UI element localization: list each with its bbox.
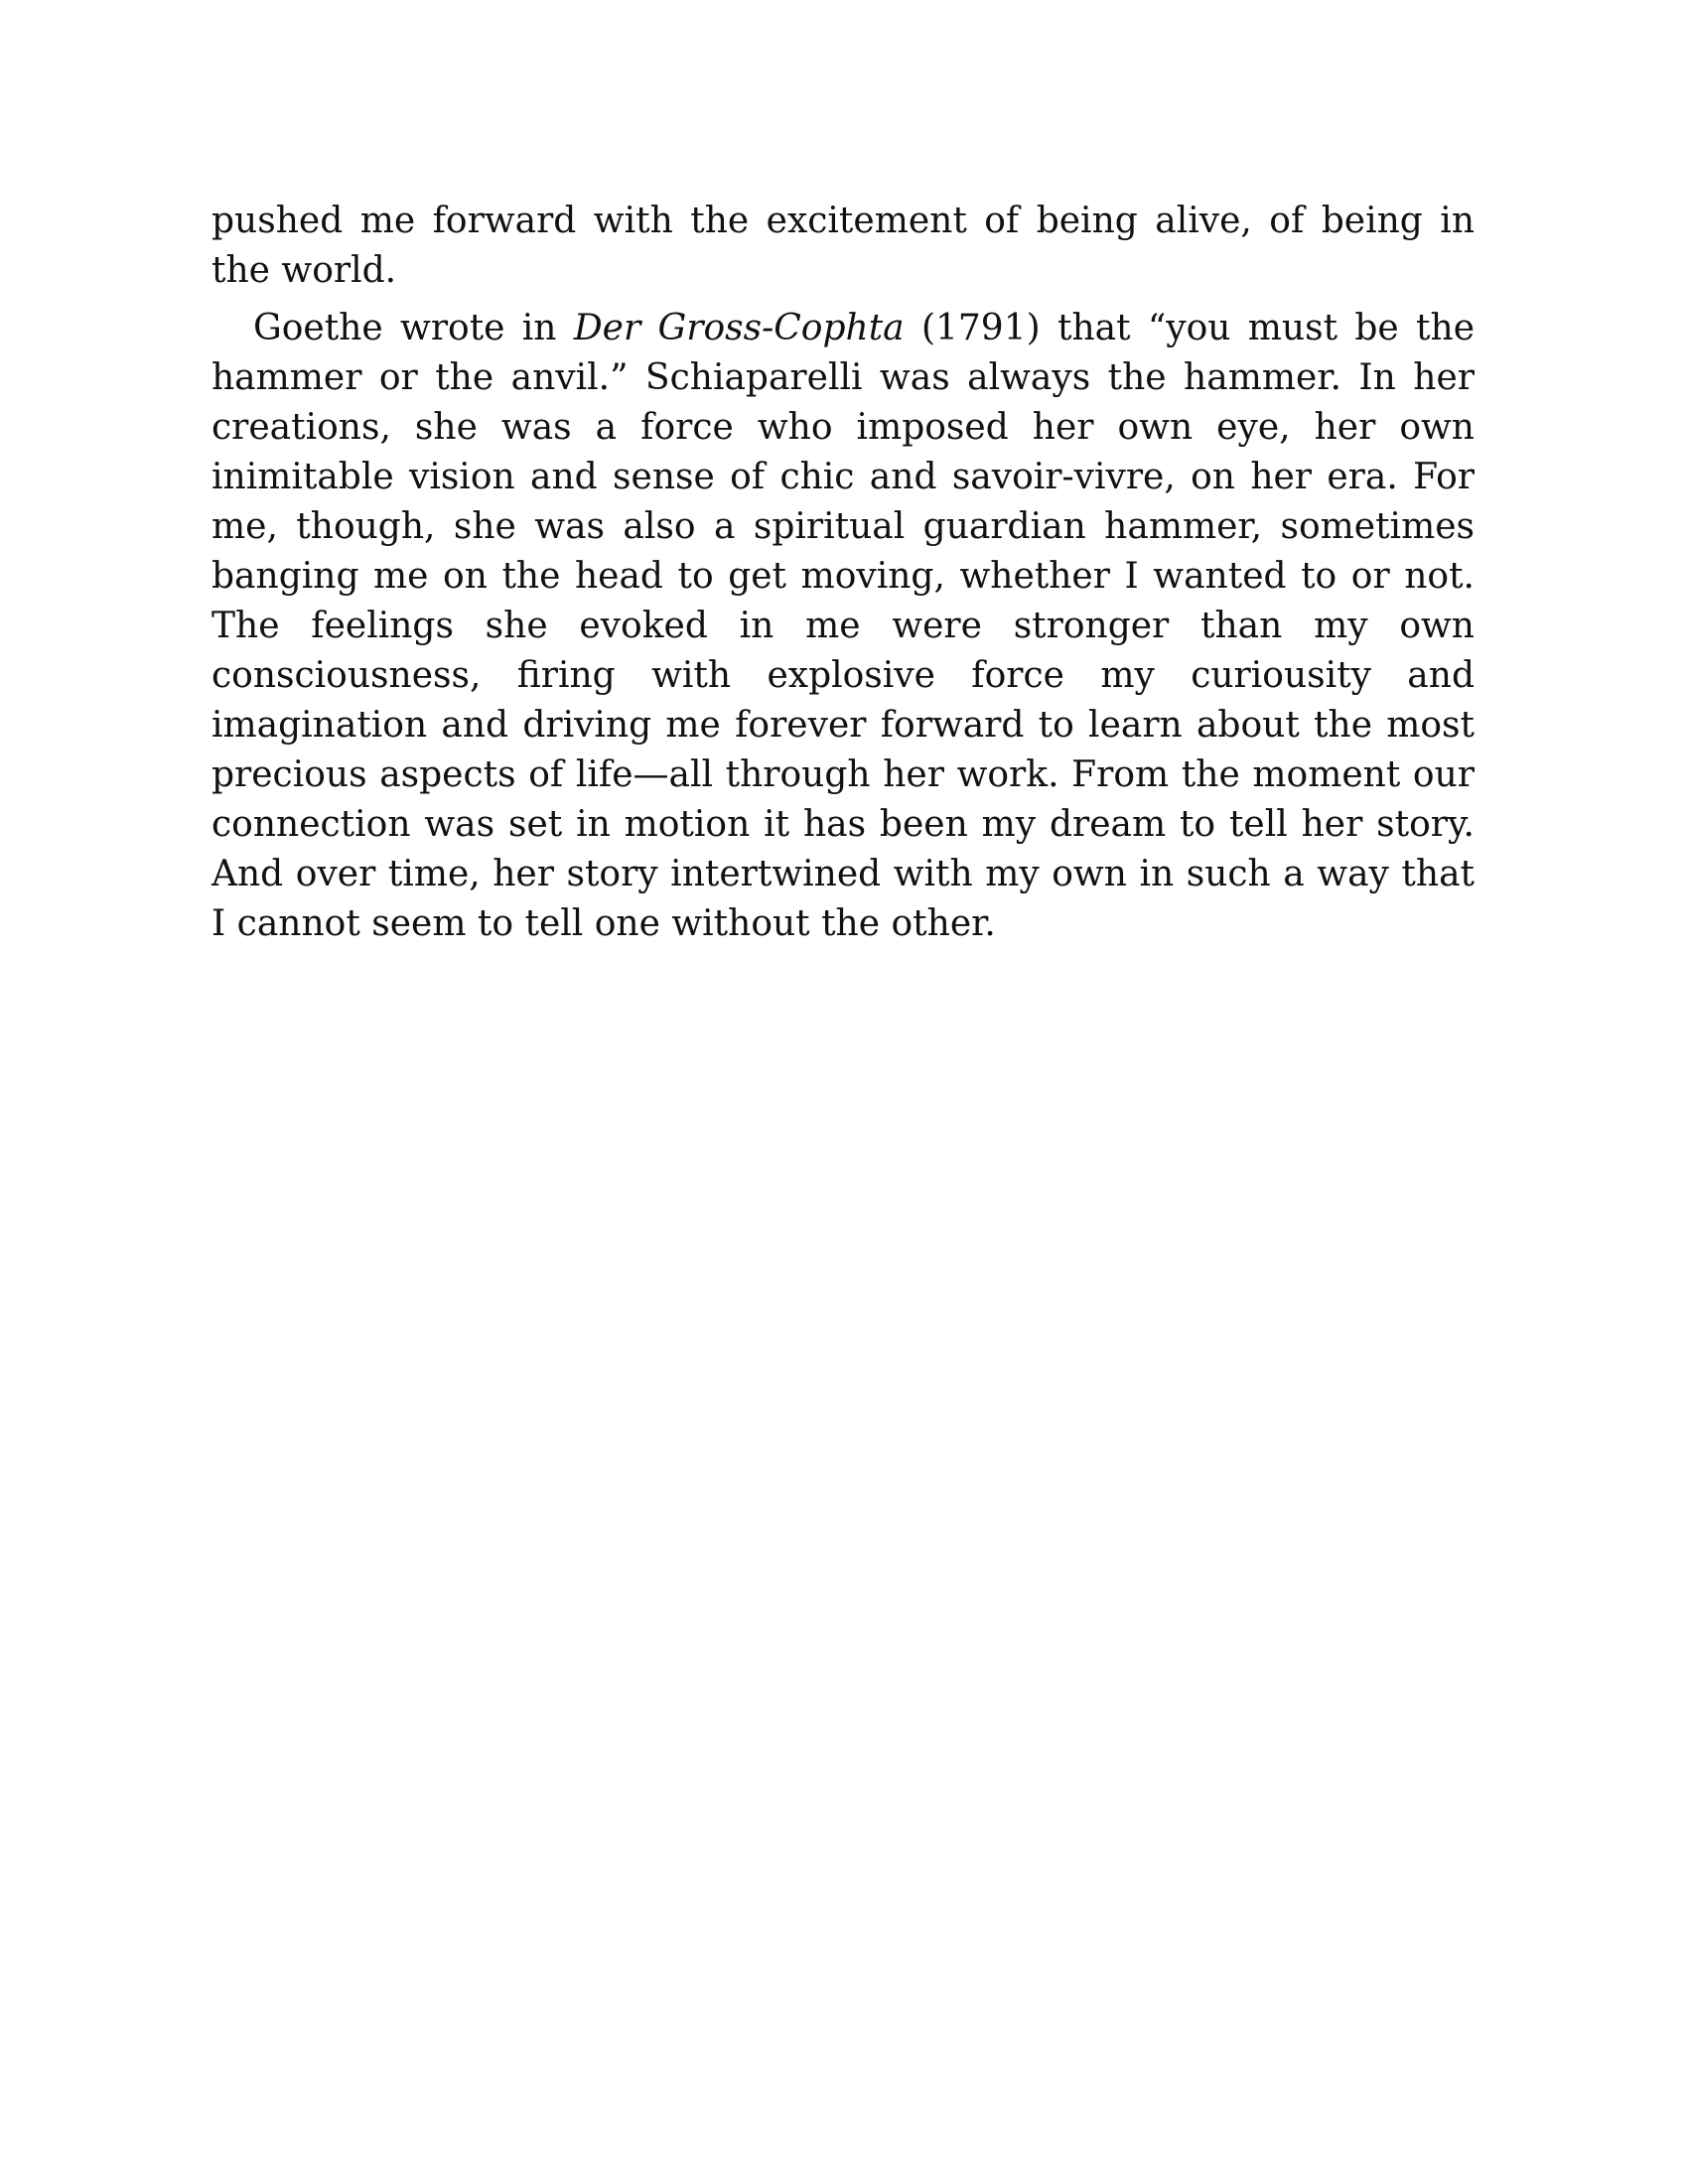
paragraph-text-after-title: (1791) that “you must be the hammer or the anvil.” Schiaparelli was always the hammer. In her creations, she was a force who imposed her own eye, her own inimitable vision and sense of chic and savoir-vivre, on her era. For me, though, she was also a spiritual guardian hammer, sometimes banging me on the head to get moving, whether I wanted to or not. The feelings she evoked in me were stronger than my own consciousness, firing with explosive force my curiousity and imagination and driving me forever forward to learn about the most precious aspects of life—all through her work. From the moment our connection was set in motion it has been my dream to tell her story. And over time, her story intertwined with my own in such a way that I cannot seem to tell one without the other. [211, 308, 1475, 944]
paragraph-goethe [211, 304, 1475, 949]
book-title: Der Gross-Cophta [573, 308, 905, 348]
paragraph-text-before-title: Goethe wrote in [253, 308, 574, 348]
body-text [211, 197, 1475, 949]
paragraph-continuation: pushed me forward with the excitement of being alive, of being in the world. [211, 201, 1475, 291]
